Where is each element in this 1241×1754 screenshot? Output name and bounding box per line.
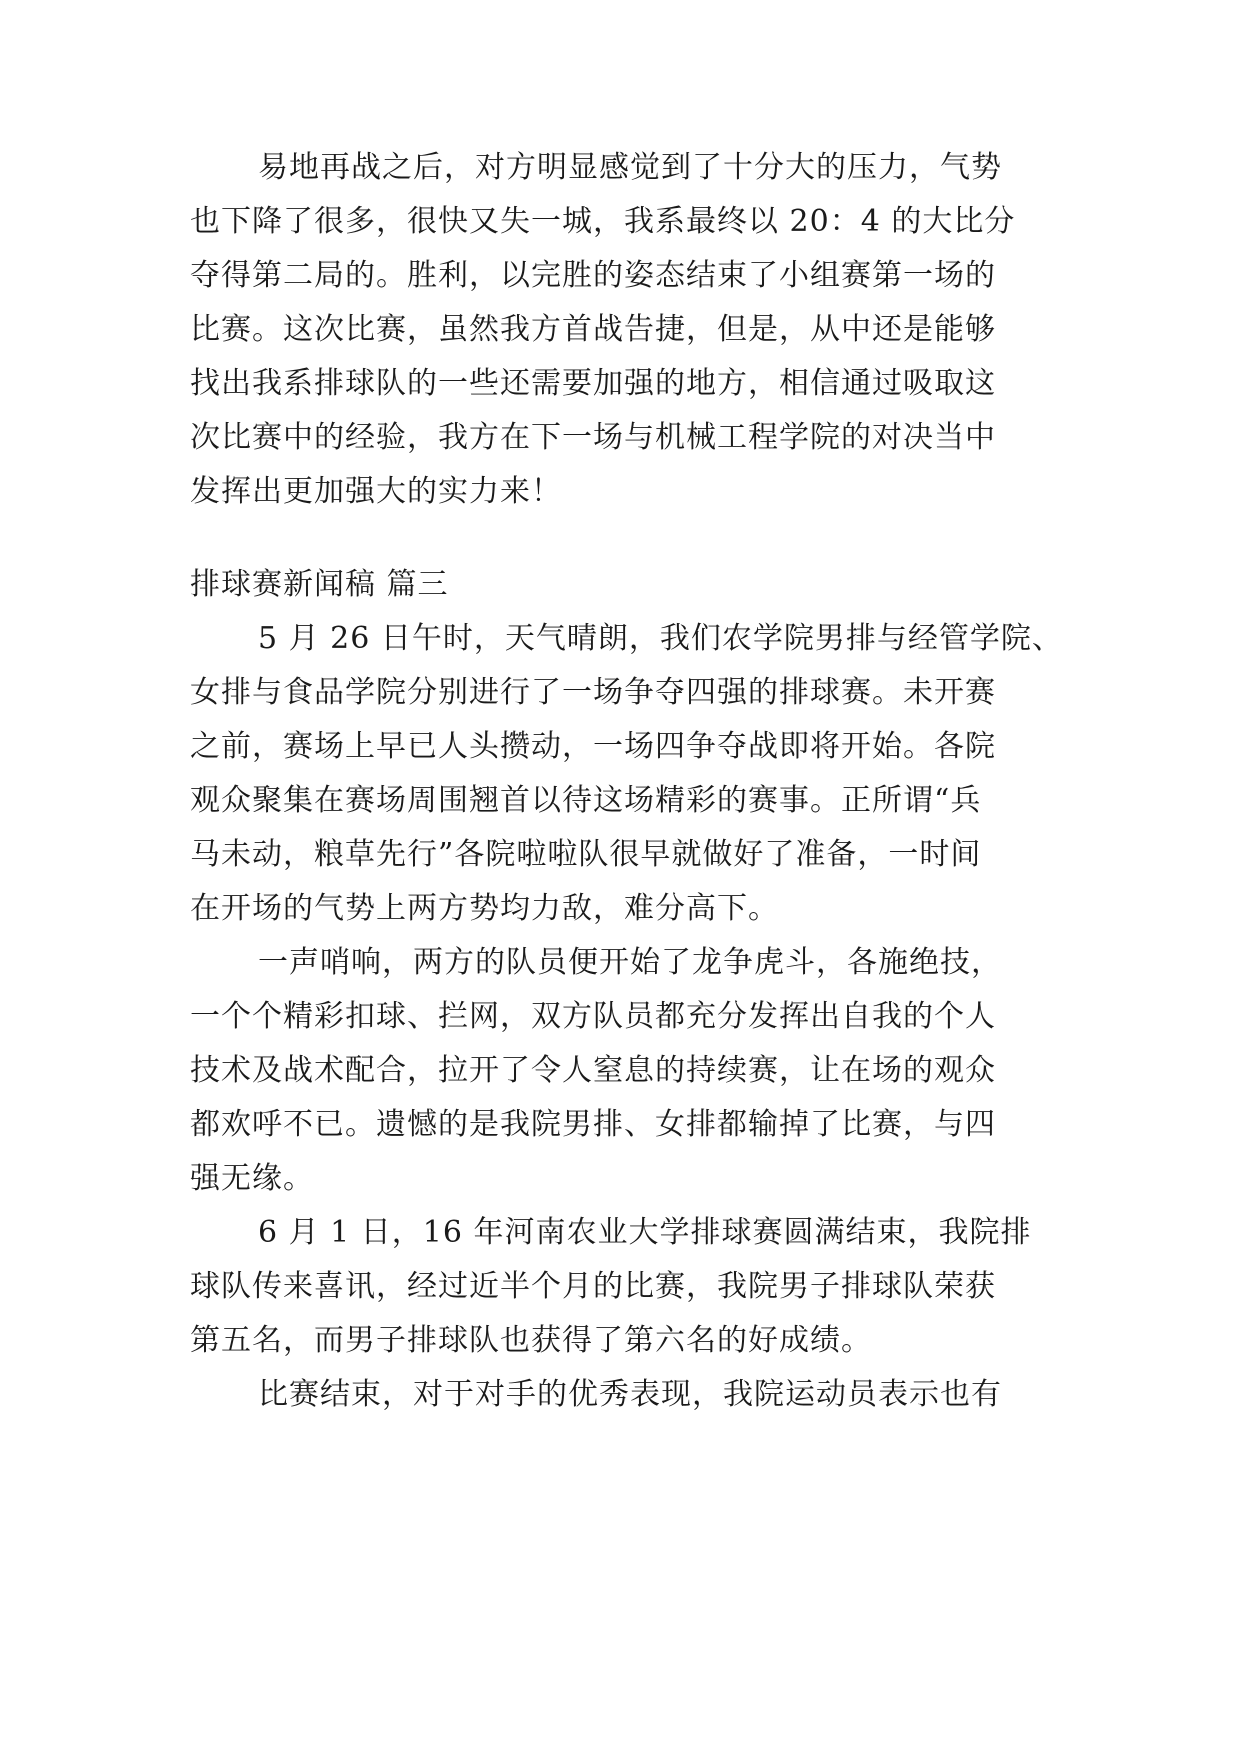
paragraph-line: 女排与食品学院分别进行了一场争夺四强的排球赛。未开赛 [190, 675, 996, 710]
paragraph-line: 次比赛中的经验，我方在下一场与机械工程学院的对决当中 [190, 420, 996, 455]
paragraph-line: 之前，赛场上早已人头攒动，一场四争夺战即将开始。各院 [190, 729, 996, 764]
paragraph-line: 强无缘。 [190, 1161, 314, 1196]
paragraph-line: 在开场的气势上两方势均力敌，难分高下。 [190, 891, 779, 926]
paragraph-line: 观众聚集在赛场周围翘首以待这场精彩的赛事。正所谓“兵 [190, 783, 982, 818]
paragraph-line: 5 月 26 日午时，天气晴朗，我们农学院男排与经管学院、 [258, 621, 1063, 656]
paragraph-line: 一声哨响，两方的队员便开始了龙争虎斗，各施绝技， [258, 945, 1002, 980]
paragraph-line: 球队传来喜讯，经过近半个月的比赛，我院男子排球队荣获 [190, 1269, 996, 1304]
section-heading: 排球赛新闻稿 篇三 [190, 567, 449, 602]
paragraph-line: 技术及战术配合，拉开了令人窒息的持续赛，让在场的观众 [190, 1053, 996, 1088]
paragraph-line: 第五名，而男子排球队也获得了第六名的好成绩。 [190, 1323, 872, 1358]
paragraph-line: 也下降了很多，很快又失一城，我系最终以 20：4 的大比分 [190, 204, 1016, 239]
paragraph-line: 发挥出更加强大的实力来！ [190, 474, 562, 509]
paragraph-line: 夺得第二局的。胜利，以完胜的姿态结束了小组赛第一场的 [190, 258, 996, 293]
paragraph-line: 易地再战之后，对方明显感觉到了十分大的压力，气势 [258, 150, 1002, 185]
paragraph-line: 都欢呼不已。遗憾的是我院男排、女排都输掉了比赛，与四 [190, 1107, 996, 1142]
paragraph-line: 马未动，粮草先行”各院啦啦队很早就做好了准备，一时间 [190, 837, 982, 872]
paragraph-line: 找出我系排球队的一些还需要加强的地方，相信通过吸取这 [190, 366, 996, 401]
paragraph-line: 比赛。这次比赛，虽然我方首战告捷，但是，从中还是能够 [190, 312, 996, 347]
paragraph-line: 比赛结束，对于对手的优秀表现，我院运动员表示也有 [258, 1377, 1002, 1412]
paragraph-line: 6 月 1 日，16 年河南农业大学排球赛圆满结束，我院排 [258, 1215, 1032, 1250]
paragraph-line: 一个个精彩扣球、拦网，双方队员都充分发挥出自我的个人 [190, 999, 996, 1034]
